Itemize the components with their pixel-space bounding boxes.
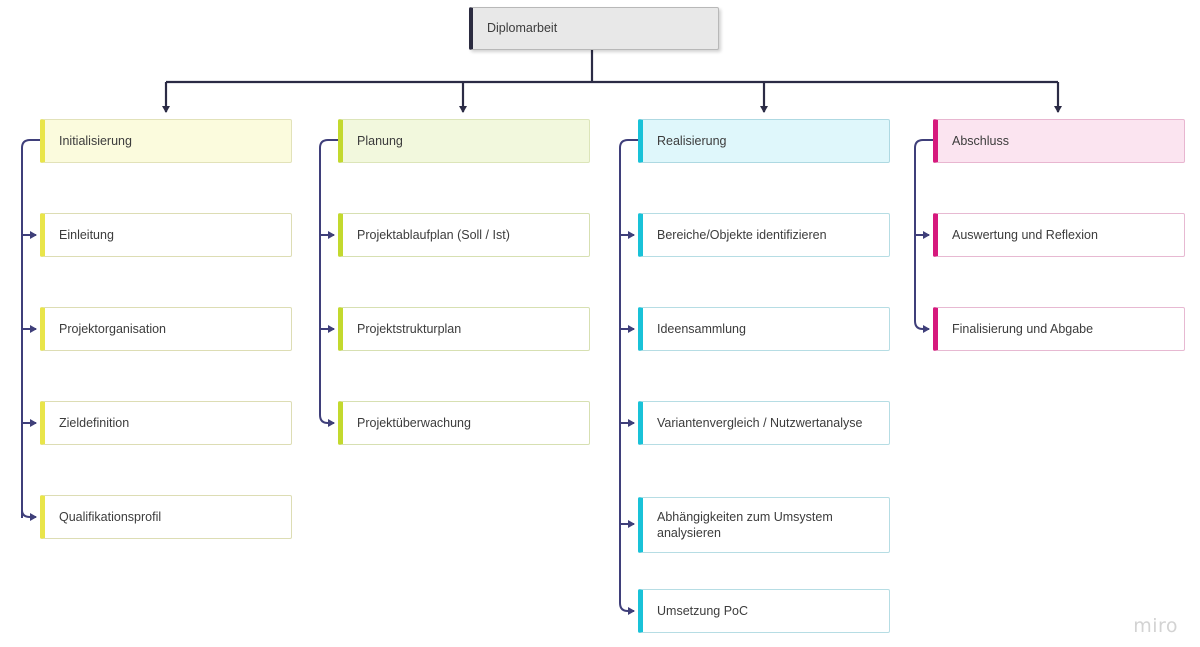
node-label: Qualifikationsprofil: [59, 509, 162, 524]
node-column-header-planung[interactable]: [338, 119, 590, 163]
node-realisierung-item-3[interactable]: [638, 497, 890, 553]
node-abschluss-item-0[interactable]: [933, 213, 1185, 257]
node-initialisierung-item-2[interactable]: [40, 401, 292, 445]
node-root[interactable]: [469, 7, 719, 50]
node-label: Auswertung und Reflexion: [952, 227, 1098, 242]
node-realisierung-item-1[interactable]: [638, 307, 890, 351]
node-label: Projektablaufplan (Soll / Ist): [357, 227, 510, 242]
node-label: Bereiche/Objekte identifizieren: [657, 227, 827, 242]
node-label: Realisierung: [657, 133, 727, 148]
node-abschluss-item-1[interactable]: [933, 307, 1185, 351]
node-label: Umsetzung PoC: [657, 603, 749, 618]
node-initialisierung-item-0[interactable]: [40, 213, 292, 257]
node-label: Abhängigkeiten zum Umsystem analysieren: [657, 509, 833, 540]
node-planung-item-2[interactable]: [338, 401, 590, 445]
node-label: Planung: [357, 133, 403, 148]
node-label: Variantenvergleich / Nutzwertanalyse: [657, 415, 863, 430]
node-label: Projektorganisation: [59, 321, 167, 336]
node-realisierung-item-0[interactable]: [638, 213, 890, 257]
node-column-header-realisierung[interactable]: [638, 119, 890, 163]
node-realisierung-item-4[interactable]: [638, 589, 890, 633]
miro-watermark: miro: [1133, 615, 1178, 637]
node-label: Einleitung: [59, 227, 114, 242]
node-root-label: Diplomarbeit: [487, 21, 558, 36]
node-label: Projektüberwachung: [357, 415, 471, 430]
node-label: Abschluss: [952, 133, 1009, 148]
node-initialisierung-item-1[interactable]: [40, 307, 292, 351]
node-column-header-abschluss[interactable]: [933, 119, 1185, 163]
node-initialisierung-item-3[interactable]: [40, 495, 292, 539]
node-label: Finalisierung und Abgabe: [952, 321, 1094, 336]
node-realisierung-item-2[interactable]: [638, 401, 890, 445]
node-label: Zieldefinition: [59, 415, 130, 430]
node-label: Initialisierung: [59, 133, 132, 148]
node-planung-item-1[interactable]: [338, 307, 590, 351]
node-column-header-initialisierung[interactable]: [40, 119, 292, 163]
node-label: Ideensammlung: [657, 321, 746, 336]
node-label: Projektstrukturplan: [357, 321, 462, 336]
node-planung-item-0[interactable]: [338, 213, 590, 257]
